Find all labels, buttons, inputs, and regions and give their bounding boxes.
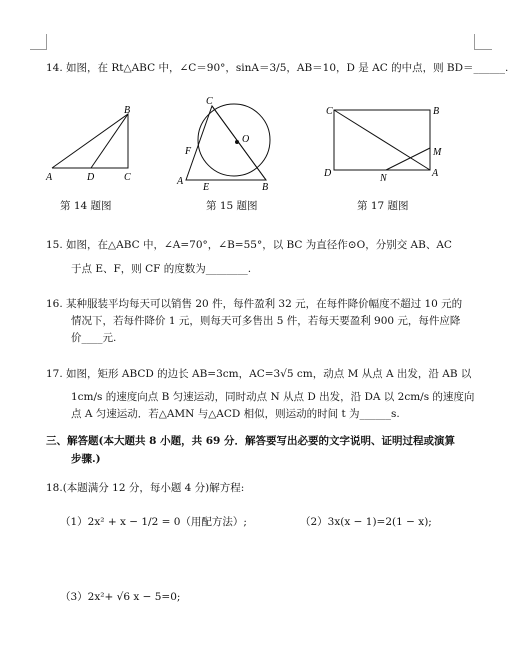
question-14-text: 14. 如图，在 Rt△ABC 中，∠C＝90°，sinA＝3/5，AB＝10，D 是 AC 的中点，则 BD＝______.: [46, 62, 509, 74]
corner-mark-top-right-vertical: [474, 34, 475, 50]
question-15-line-1: 15. 如图，在△ABC 中，∠A=70°，∠B=55°，以 BC 为直径作⊙O，分别交 AB、AC: [46, 239, 452, 251]
fig17-label-d: D: [324, 168, 332, 179]
fig14-label-b: B: [124, 105, 131, 116]
question-17-line-2: 1cm/s 的速度向点 B 匀速运动，同时动点 N 从点 D 出发，沿 DA 以 2cm/s 的速度向: [71, 391, 475, 403]
question-17-line-1: 17. 如图，矩形 ABCD 的边长 AB=3cm，AC=3√5 cm，动点 M 从点 A 出发，沿 AB 以: [46, 368, 472, 380]
fig14-label-a: A: [46, 172, 53, 183]
figure-15-circle: [170, 92, 280, 192]
question-16-line-1: 16. 某种服装平均每天可以销售 20 件，每件盈利 32 元，在每件降价幅度不超过 10 元的: [46, 298, 463, 310]
question-18-part-3: （3）2x²+ √6 x − 5=0;: [60, 591, 181, 603]
question-15-line-2: 于点 E、F，则 CF 的度数为________.: [71, 263, 252, 275]
fig15-label-e: E: [203, 182, 210, 192]
section-3-heading-line-1: 三、解答题(本大题共 8 小题，共 69 分．解答要写出必要的文字说明、证明过程或演算: [46, 435, 456, 447]
corner-mark-top-left-horizontal: [30, 49, 47, 50]
corner-mark-top-left-vertical: [46, 34, 47, 50]
fig17-label-b: B: [433, 106, 440, 117]
corner-mark-top-right-horizontal: [474, 49, 492, 50]
figure-17-caption: 第 17 题图: [357, 200, 409, 212]
fig15-label-c: C: [206, 96, 213, 107]
question-17-line-3: 点 A 匀速运动．若△AMN 与△ACD 相似，则运动的时间 t 为______s.: [71, 408, 400, 420]
fig14-label-d: D: [87, 172, 95, 183]
fig14-label-c: C: [124, 172, 131, 183]
question-16-line-2: 情况下，若每件降价 1 元，则每天可多售出 5 件，若每天要盈利 900 元，每件应降: [71, 315, 461, 327]
fig15-label-b: B: [262, 182, 269, 192]
question-16-line-3: 价____元.: [71, 332, 117, 344]
fig17-label-m: M: [433, 147, 442, 158]
figure-14-caption: 第 14 题图: [60, 200, 112, 212]
figure-15-caption: 第 15 题图: [206, 200, 258, 212]
figure-17-rectangle: [320, 100, 450, 185]
fig17-label-a: A: [432, 168, 439, 179]
fig17-label-c: C: [326, 106, 333, 117]
question-14: [46, 61, 508, 75]
figure-14-triangle: [40, 100, 140, 185]
fig15-label-a: A: [177, 176, 184, 187]
fig15-label-f: F: [185, 146, 192, 157]
question-18-part-2: （2）3x(x − 1)=2(1 − x);: [300, 516, 432, 528]
fig17-label-n: N: [380, 173, 387, 184]
question-18-header: 18.(本题满分 12 分，每小题 4 分)解方程:: [46, 482, 245, 494]
section-3-heading-line-2: 步骤.): [71, 453, 101, 465]
question-18-part-1: （1）2x² + x − 1/2 = 0（用配方法）;: [60, 516, 247, 528]
fig15-label-o: O: [242, 134, 250, 145]
